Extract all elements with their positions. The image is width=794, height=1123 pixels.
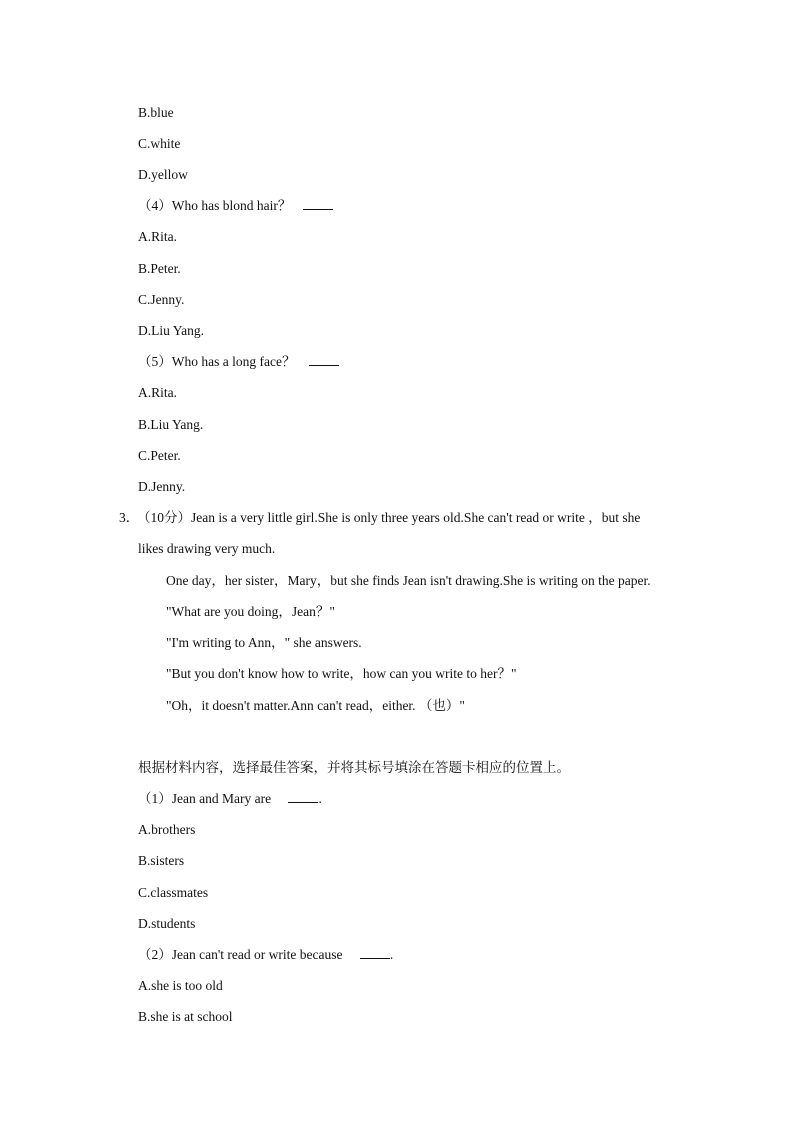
story-line-4: "But you don't know how to write，how can you write to her？" [166,666,517,681]
sub1-option-d: D.students [138,916,196,931]
q4-option-a: A.Rita. [138,229,177,244]
story-line-3: "I'm writing to Ann，" she answers. [166,635,362,650]
story-line-5: "Oh，it doesn't matter.Ann can't read，either. （也）" [166,698,465,713]
sentence-end: . [318,791,322,806]
question-3-intro-line2: likes drawing very much. [138,541,276,556]
sub-question-1 [138,790,322,808]
question-5 [138,353,339,371]
question-5-label: （5）Who has a long face？ [138,354,296,369]
q5-option-a: A.Rita. [138,385,177,400]
q5-option-d: D.Jenny. [138,479,186,494]
question-4-label: （4）Who has blond hair？ [138,198,292,213]
answer-blank [309,353,339,366]
q5-option-c: C.Peter. [138,448,181,463]
sub-question-2 [138,946,393,964]
q4-option-c: C.Jenny. [138,292,185,307]
q4-option-d: D.Liu Yang. [138,323,205,338]
q4-option-b: B.Peter. [138,261,181,276]
sub1-option-c: C.classmates [138,885,209,900]
answer-blank [303,197,333,210]
question-3-number: 3． [119,510,140,525]
question-3-intro-line1: （10分）Jean is a very little girl.She is only three years old.She can't read or write ，but she [137,510,641,525]
sub-question-2-label: （2）Jean can't read or write because [138,947,343,962]
option-d-yellow: D.yellow [138,167,188,182]
question-4 [138,197,333,215]
story-line-2: "What are you doing，Jean？" [166,604,335,619]
sub2-option-b: B.she is at school [138,1009,233,1024]
sentence-end: . [389,947,394,962]
instruction-text: 根据材料内容，选择最佳答案，并将其标号填涂在答题卡相应的位置上。 [138,760,570,776]
q5-option-b: B.Liu Yang. [138,417,204,432]
sub-question-1-label: （1）Jean and Mary are [138,791,272,806]
option-c-white: C.white [138,136,181,151]
answer-blank [360,946,390,959]
option-b-blue: B.blue [138,105,174,120]
sub1-option-b: B.sisters [138,853,185,868]
answer-blank [288,790,318,803]
sub1-option-a: A.brothers [138,822,196,837]
sub2-option-a: A.she is too old [138,978,223,993]
story-line-1: One day，her sister，Mary，but she finds Jean isn't drawing.She is writing on the paper. [166,573,651,588]
